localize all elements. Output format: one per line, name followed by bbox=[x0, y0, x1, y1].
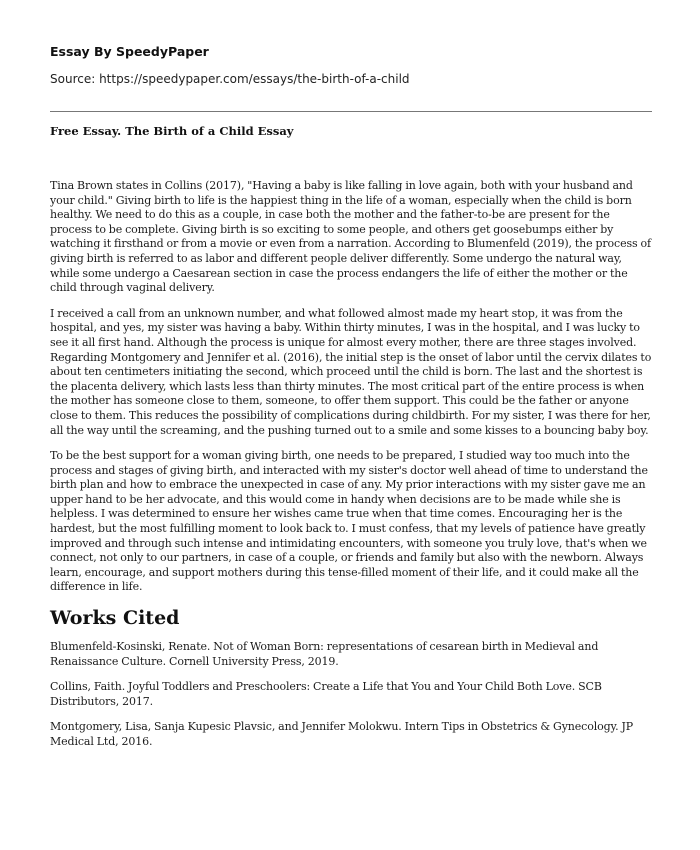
source-line: Source: https://speedypaper.com/essays/the-birth-of-a-child bbox=[50, 72, 410, 86]
essay-title: Free Essay. The Birth of a Child Essay bbox=[50, 124, 294, 138]
citation-entry: Montgomery, Lisa, Sanja Kupesic Plavsic, and Jennifer Molokwu. Intern Tips in Obstetrics & Gynecology. JP Medical Ltd, 2016. bbox=[50, 720, 634, 748]
header-divider bbox=[50, 111, 652, 112]
essay-paragraph: To be the best support for a woman giving birth, one needs to be prepared, I studied way too much into the process and stages of giving birth, and interacted with my sister's doctor well ahead of time to understand the birth plan and how to embrace the unexpected in case of any. My prior interactions with my sister gave me an upper hand to be her advocate, and this would come in handy when decisions are to be made while she is helpless. I was determined to ensure her wishes came true when that time comes. Encouraging her is the hardest, but the most fulfilling moment to look back to. I must confess, that my levels of patience have greatly improved and through such intense and intimidating encounters, with someone you truly love, that's when we connect, not only to our partners, in case of a couple, or friends and family but also with the newborn. Always learn, encourage, and support mothers during this tense-filled moment of their life, and it could make all the difference in life. bbox=[50, 449, 648, 594]
essay-body bbox=[50, 179, 652, 595]
document-header bbox=[50, 44, 652, 87]
works-cited-heading: Works Cited bbox=[50, 607, 180, 630]
essay-by-line: Essay By SpeedyPaper bbox=[50, 44, 209, 59]
essay-paragraph: I received a call from an unknown number, and what followed almost made my heart stop, it was from the hospital, and yes, my sister was having a baby. Within thirty minutes, I was in the hospital, and I was lucky to see it all first hand. Although the process is unique for almost every mother, there are three stages involved. Regarding Montgomery and Jennifer et al. (2016), the initial step is the onset of labor until the cervix dilates to about ten centimeters initiating the second, which proceed until the child is born. The last and the shortest is the placenta delivery, which lasts less than thirty minutes. The most critical part of the entire process is when the mother has someone close to them, someone, to offer them support. This could be the father or anyone close to them. This reduces the possibility of complications during childbirth. For my sister, I was there for her, all the way until the screaming, and the pushing turned out to a smile and some kisses to a bouncing baby boy. bbox=[50, 306, 652, 437]
essay-paragraph: Tina Brown states in Collins (2017), "Having a baby is like falling in love again, both with your husband and your child." Giving birth to life is the happiest thing in the life of a woman, especially when the child is born healthy. We need to do this as a couple, in case both the mother and the father-to-be are present for the process to be complete. Giving birth is so exciting to some people, and others get goosebumps either by watching it firsthand or from a movie or even from a narration. According to Blumenfeld (2019), the process of giving birth is referred to as labor and different people deliver differently. Some undergo the natural way, while some undergo a Caesarean section in case the process endangers the life of either the mother or the child through vaginal delivery. bbox=[50, 179, 651, 295]
citation-entry: Collins, Faith. Joyful Toddlers and Preschoolers: Create a Life that You and Your Child Both Love. SCB Distributors, 2017. bbox=[50, 680, 602, 708]
works-cited-list bbox=[50, 640, 652, 750]
citation-entry: Blumenfeld-Kosinski, Renate. Not of Woman Born: representations of cesarean birth in Medieval and Renaissance Culture. Cornell University Press, 2019. bbox=[50, 640, 599, 668]
